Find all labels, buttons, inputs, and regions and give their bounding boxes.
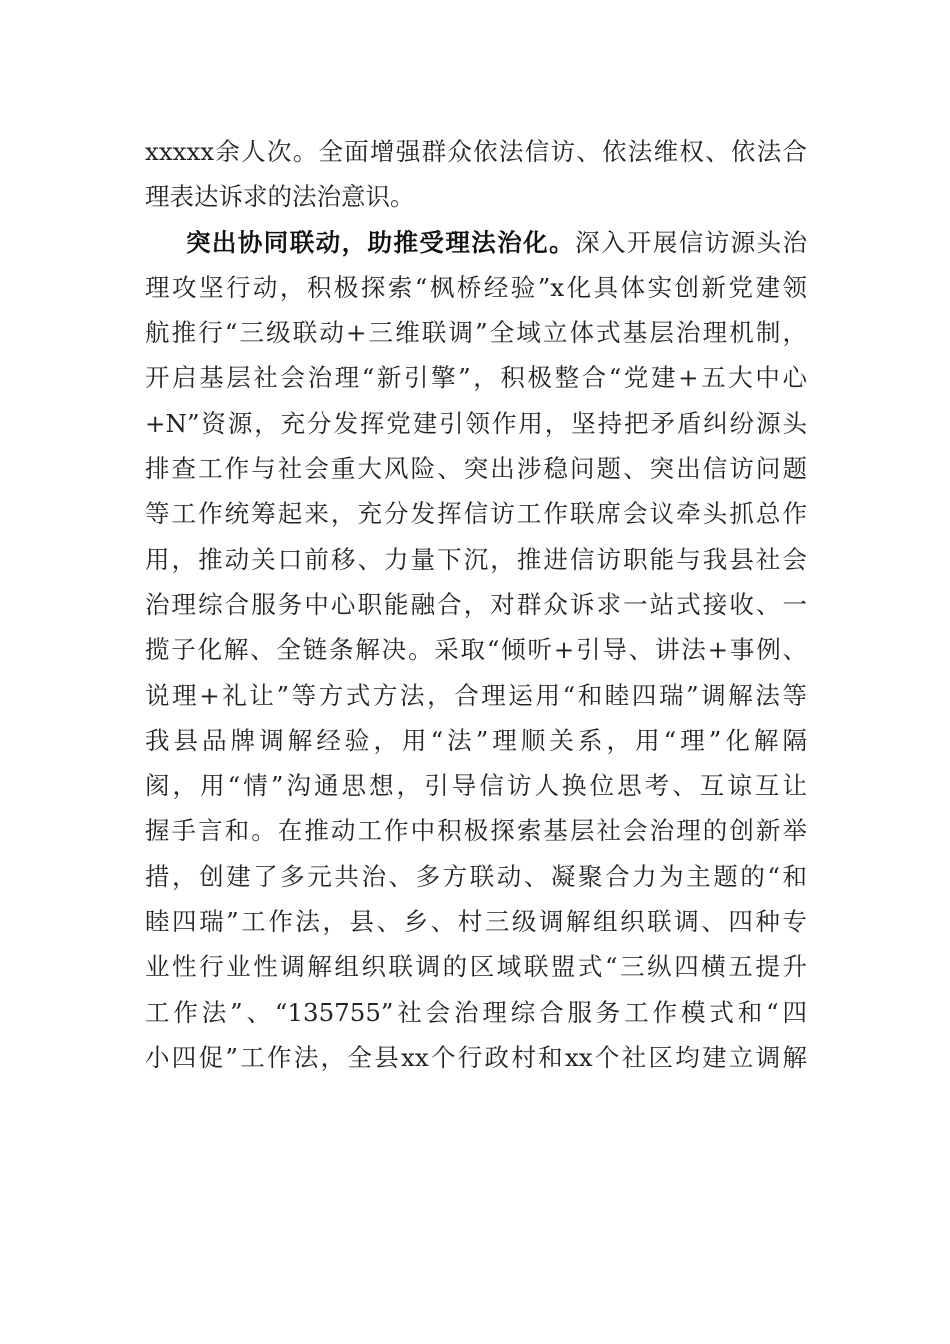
text-line: 用，推动关口前移、力量下沉，推进信访职能与我县社会 [145,544,807,574]
paragraph-heading: 突出协同联动，助推受理法治化。 [186,227,576,257]
text-line: 揽子化解、全链条解决。采取“倾听+引导、讲法+事例、 [145,635,807,665]
paragraph-first-line [145,220,807,265]
text-line: 工作法”、“135755”社会治理综合服务工作模式和“四 [145,997,807,1027]
text-line: 说理+礼让”等方式方法，合理运用“和睦四瑞”调解法等 [145,680,807,710]
text-line: 阂，用“情”沟通思想，引导信访人换位思考、互谅互让 [145,771,807,801]
text-line: 理表达诉求的法治意识。 [145,182,415,212]
text-line: 握手言和。在推动工作中积极探索基层社会治理的创新举 [145,816,807,846]
text-line: 排查工作与社会重大风险、突出涉稳问题、突出信访问题 [145,454,807,484]
text-span: 深入开展信访源头治 [575,227,808,257]
text-line: 理攻坚行动，积极探索“枫桥经验”x化具体实创新党建领 [145,272,807,302]
text-line: 我县品牌调解经验，用“法”理顺关系，用“理”化解隔 [145,725,807,755]
text-line: 睦四瑞”工作法，县、乡、村三级调解组织联调、四种专 [145,907,807,937]
text-line: 措，创建了多元共治、多方联动、凝聚合力为主题的“和 [145,861,807,891]
text-line: 开启基层社会治理“新引擎”，积极整合“党建+五大中心 [145,363,807,393]
text-line: xxxxx余人次。全面增强群众依法信访、依法维权、依法合 [145,137,807,166]
text-line: 小四促”工作法，全县xx个行政村和xx个社区均建立调解 [145,1042,807,1072]
text-line: 等工作统筹起来，充分发挥信访工作联席会议牵头抓总作 [145,499,807,529]
document-body [145,129,807,1080]
text-line: 业性行业性调解组织联调的区域联盟式“三纵四横五提升 [145,952,807,982]
text-line: 航推行“三级联动+三维联调”全域立体式基层治理机制， [145,318,807,348]
text-line: +N”资源，充分发挥党建引领作用，坚持把矛盾纠纷源头 [145,408,807,438]
text-line: 治理综合服务中心职能融合，对群众诉求一站式接收、一 [145,589,807,619]
